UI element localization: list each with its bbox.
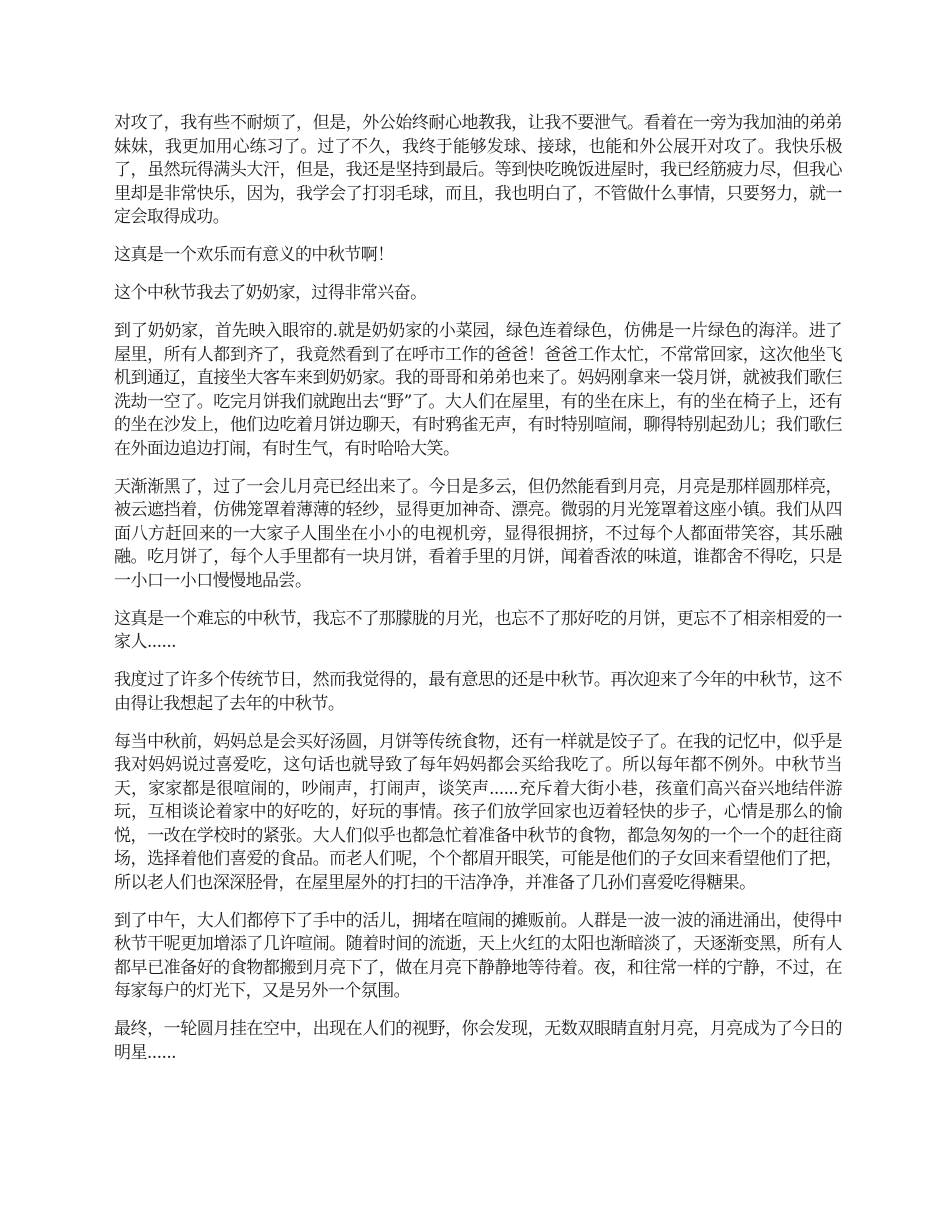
paragraph: 这真是一个难忘的中秋节，我忘不了那朦胧的月光，也忘不了那好吃的月饼，更忘不了相亲相爱的一家人...... xyxy=(114,608,842,652)
paragraph: 对攻了，我有些不耐烦了，但是，外公始终耐心地教我，让我不要泄气。看着在一旁为我加油的弟弟妹妹，我更加用心练习了。过了不久，我终于能够发球、接球，也能和外公展开对攻了。我快乐极了，虽然玩得满头大汗，但是，我还是坚持到最后。等到快吃晚饭进屋时，我已经筋疲力尽，但我心里却是非常快乐，因为，我学会了打羽毛球，而且，我也明白了，不管做什么事情，只要努力，就一定会取得成功。 xyxy=(114,113,842,227)
paragraph: 这真是一个欢乐而有意义的中秋节啊！ xyxy=(114,245,394,265)
paragraph: 到了奶奶家，首先映入眼帘的.就是奶奶家的小菜园，绿色连着绿色，仿佛是一片绿色的海洋。进了屋里，所有人都到齐了，我竟然看到了在呼市工作的爸爸！爸爸工作太忙，不常常回家，这次他坐飞机到通辽，直接坐大客车来到奶奶家。我的哥哥和弟弟也来了。妈妈刚拿来一袋月饼，就被我们歌仨洗劫一空了。吃完月饼我们就跑出去“野”了。大人们在屋里，有的坐在床上，有的坐在椅子上，还有的坐在沙发上，他们边吃着月饼边聊天，有时鸦雀无声，有时特别喧闹，聊得特别起劲儿；我们歌仨在外面边追边打闹，有时生气，有时哈哈大笑。 xyxy=(114,321,842,459)
paragraph: 我度过了许多个传统节日，然而我觉得的，最有意思的还是中秋节。再次迎来了今年的中秋节，这不由得让我想起了去年的中秋节。 xyxy=(114,670,842,714)
document-body xyxy=(114,112,842,1080)
paragraph: 到了中午，大人们都停下了手中的活儿，拥堵在喧闹的摊贩前。人群是一波一波的涌进涌出，使得中秋节干呢更加增添了几许喧闹。随着时间的流逝，天上火红的太阳也渐暗淡了，天逐渐变黑，所有人都早已准备好的食物都搬到月亮下了，做在月亮下静静地等待着。夜，和往常一样的宁静，不过，在每家每户的灯光下，又是另外一个氛围。 xyxy=(114,910,842,1001)
paragraph: 每当中秋前，妈妈总是会买好汤圆，月饼等传统食物，还有一样就是饺子了。在我的记忆中，似乎是我对妈妈说过喜爱吃，这句话也就导致了每年妈妈都会买给我吃了。所以每年都不例外。中秋节当天，家家都是很喧闹的，吵闹声，打闹声，谈笑声......充斥着大街小巷，孩童们高兴奋兴地结伴游玩，互相谈论着家中的好吃的，好玩的事情。孩子们放学回家也迈着轻快的步子，心情是那么的愉悦，一改在学校时的紧张。大人们似乎也都急忙着准备中秋节的食物，都急匆匆的一个一个的赶往商场，选择着他们喜爱的食品。而老人们呢，个个都眉开眼笑，可能是他们的子女回来看望他们了把，所以老人们也深深胫骨，在屋里屋外的打扫的干洁净净，并准备了几孙们喜爱吃得糖果。 xyxy=(114,731,842,893)
paragraph: 这个中秋节我去了奶奶家，过得非常兴奋。 xyxy=(114,283,427,303)
paragraph: 最终，一轮圆月挂在空中，出现在人们的视野，你会发现，无数双眼睛直射月亮，月亮成为了今日的明星...... xyxy=(114,1019,842,1063)
paragraph: 天渐渐黑了，过了一会儿月亮已经出来了。今日是多云，但仍然能看到月亮，月亮是那样圆那样亮，被云遮挡着，仿佛笼罩着薄薄的轻纱，显得更加神奇、漂亮。微弱的月光笼罩着这座小镇。我们从四面八方赶回来的一大家子人围坐在小小的电视机旁，显得很拥挤，不过每个人都面带笑容，其乐融融。吃月饼了，每个人手里都有一块月饼，看着手里的月饼，闻着香浓的味道，谁都舍不得吃，只是一小口一小口慢慢地品尝。 xyxy=(114,476,842,591)
